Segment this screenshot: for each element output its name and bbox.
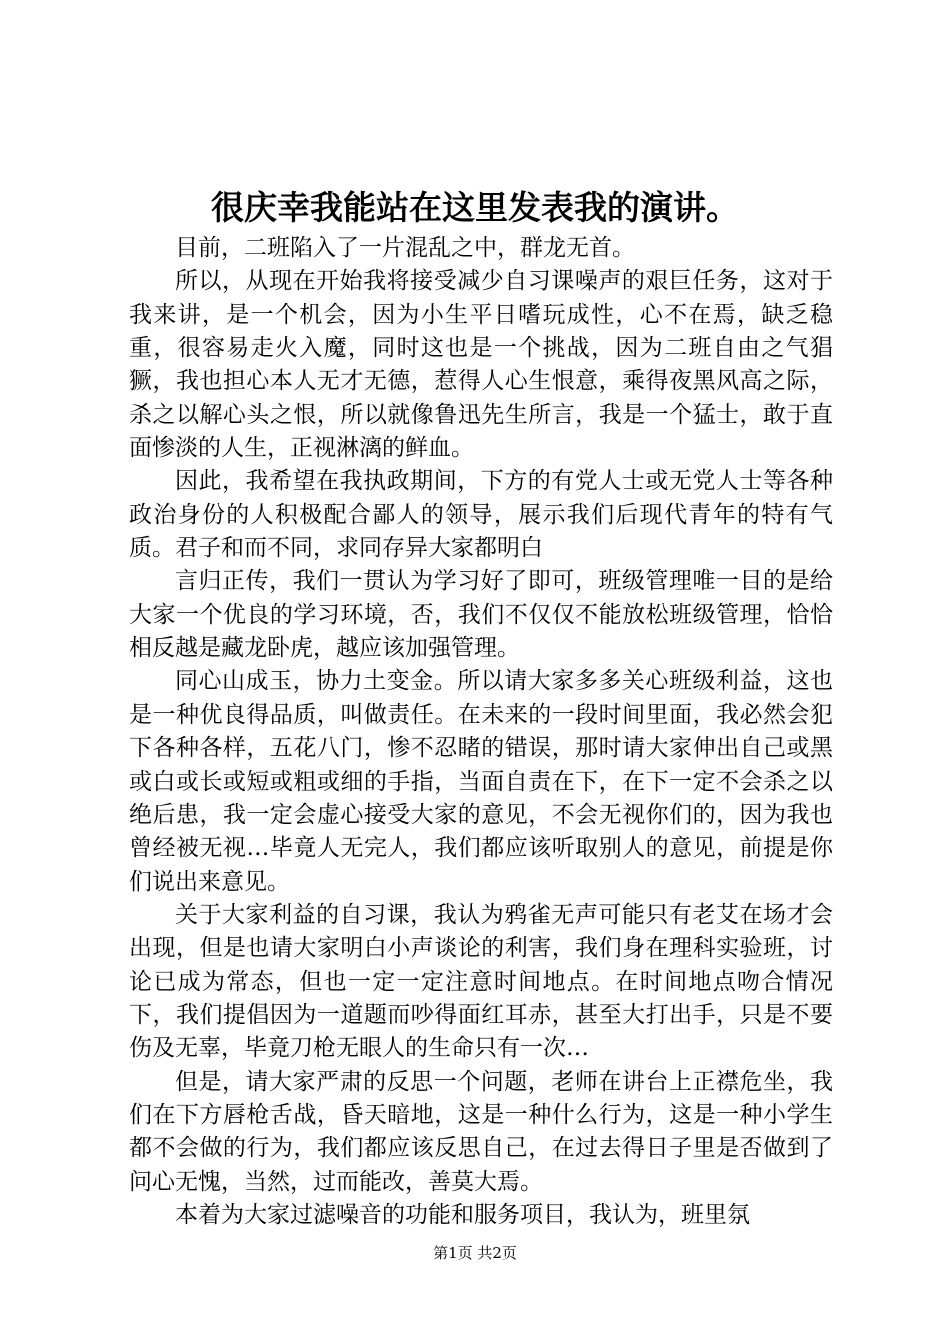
paragraph: 目前，二班陷入了一片混乱之中，群龙无首。: [175, 235, 635, 261]
paragraph: 所以，从现在开始我将接受减少自习课噪声的艰巨任务，这对于我来讲，是一个机会，因为小生平日嗜玩成性，心不在焉，缺乏稳重，很容易走火入魔，同时这也是一个挑战，因为二班自由之气猖獗，我也担心本人无才无德，惹得人心生恨意，乘得夜黑风高之际，杀之以解心头之恨，所以就像鲁迅先生所言，我是一个猛士，敢于直面惨淡的人生，正视淋漓的鲜血。: [129, 268, 833, 462]
page-number-footer: 第1页 共2页: [433, 1244, 517, 1262]
paragraph: 但是，请大家严肃的反思一个问题，老师在讲台上正襟危坐，我们在下方唇枪舌战，昏天暗地，这是一种什么行为，这是一种小学生都不会做的行为，我们都应该反思自己，在过去得日子里是否做到了问心无愧，当然，过而能改，善莫大焉。: [129, 1068, 833, 1195]
paragraph: 同心山成玉，协力土变金。所以请大家多多关心班级利益，这也是一种优良得品质，叫做责任。在未来的一段时间里面，我必然会犯下各种各样，五花八门，惨不忍睹的错误，那时请大家伸出自己或黑或白或长或短或粗或细的手指，当面自责在下，在下一定不会杀之以绝后患，我一定会虚心接受大家的意见，不会无视你们的，因为我也曾经被无视…毕竟人无完人，我们都应该听取别人的意见，前提是你们说出来意见。: [129, 668, 833, 895]
paragraph: 言归正传，我们一贯认为学习好了即可，班级管理唯一目的是给大家一个优良的学习环境，否，我们不仅仅不能放松班级管理，恰恰相反越是藏龙卧虎，越应该加强管理。: [129, 568, 833, 662]
paragraph: 本着为大家过滤噪音的功能和服务项目，我认为，班里氛: [175, 1201, 750, 1228]
document-body: [129, 232, 833, 1232]
paragraph: 关于大家利益的自习课，我认为鸦雀无声可能只有老艾在场才会出现，但是也请大家明白小声谈论的利害，我们身在理科实验班，讨论已成为常态，但也一定一定注意时间地点。在时间地点吻合情况下，我们提倡因为一道题而吵得面红耳赤，甚至大打出手，只是不要伤及无辜，毕竟刀枪无眼人的生命只有一次…: [129, 901, 833, 1062]
document-title: 很庆幸我能站在这里发表我的演讲。: [211, 188, 739, 227]
paragraph: 因此，我希望在我执政期间，下方的有党人士或无党人士等各种政治身份的人积极配合鄙人的领导，展示我们后现代青年的特有气质。君子和而不同，求同存异大家都明白: [129, 468, 833, 562]
